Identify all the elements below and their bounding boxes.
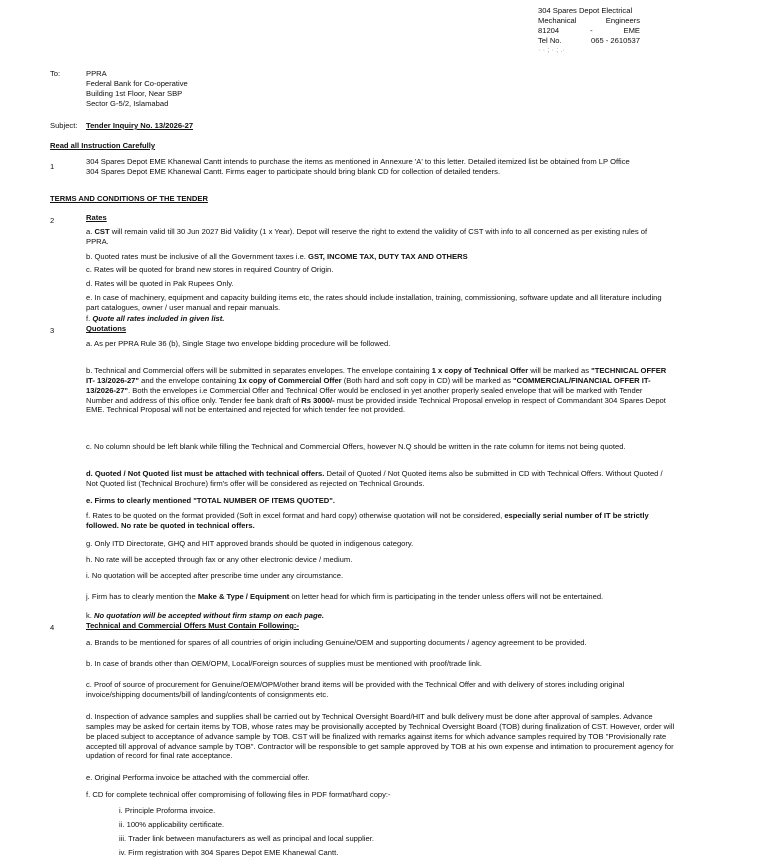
offers-subitem: ii. 100% applicability certificate. <box>119 820 225 829</box>
rates-item-c: c. Rates will be quoted for brand new stores in required Country of Origin. <box>86 265 334 274</box>
subject-text: Tender Inquiry No. 13/2026-27 <box>86 121 194 130</box>
quotations-item-f: f. Rates to be quoted on the format provided (Soft in excel format and hard copy) otherwise quotation will not be considered, especially serial number of IT be strictly followed. No rate be quoted in technical offers. <box>86 511 649 530</box>
quotations-item-c: c. No column should be left blank while filling the Technical and Commercial Offers, however N.Q should be written in the rate column for items not being quoted. <box>86 442 626 451</box>
section-number: 2 <box>50 216 55 225</box>
section-title-rates: Rates <box>86 213 107 222</box>
recipient-line: PPRA <box>86 69 107 78</box>
quotations-item-g: g. Only ITD Directorate, GHQ and HIT approved brands should be quoted in indigenous category. <box>86 539 414 548</box>
sender-date: · · ; · ; .· <box>538 45 565 55</box>
rates-item-a: a. CST will remain valid till 30 Jun 2027 Bid Validity (1 x Year). Depot will reserve the right to extend the validity of CST with info to all concerned as per existing rules of PPRA. <box>86 227 648 246</box>
recipient-line: Sector G-5/2, Islamabad <box>86 98 169 108</box>
quotations-item-j: j. Firm has to clearly mention the Make & Type / Equipment on letter head for which firm is participating in the tender unless offers will not be entertained. <box>86 592 604 601</box>
rates-item-d: d. Rates will be quoted in Pak Rupees Only. <box>86 279 234 288</box>
quotations-item-h: h. No rate will be accepted through fax or any other electronic device / medium. <box>86 555 353 564</box>
to-label: To: <box>50 69 61 78</box>
section-title-quotations: Quotations <box>86 324 127 333</box>
offers-item-f: f. CD for complete technical offer compromising of following files in PDF format/hard copy:- <box>86 790 391 799</box>
para1-line: 304 Spares Depot EME Khanewal Cantt intends to purchase the items as mentioned in Annexure 'A' to this letter. Detailed itemized list be obtained from LP Office <box>86 157 630 166</box>
sender-line: 304 Spares Depot Electrical <box>538 6 633 15</box>
section-number: 3 <box>50 326 55 335</box>
rates-item-f: f. Quote all rates included in given list. <box>86 314 225 323</box>
read-all-heading: Read all Instruction Carefully <box>50 141 156 150</box>
quotations-item-i: i. No quotation will be accepted after prescribe time under any circumstance. <box>86 571 344 580</box>
offers-item-b: b. In case of brands other than OEM/OPM, Local/Foreign sources of supplies must be mentioned with proof/trade link. <box>86 659 482 668</box>
offers-item-e: e. Original Performa invoice be attached with the commercial offer. <box>86 773 310 782</box>
recipient-line: Building 1st Floor, Near SBP <box>86 88 183 98</box>
recipient-address <box>86 69 188 108</box>
offers-item-a: a. Brands to be mentioned for spares of all countries of origin including Genuine/OEM and supporting documents / agency agreement to be provided. <box>86 638 587 647</box>
sender-line: Mechanical Engineers <box>538 15 640 25</box>
rates-item-e: e. In case of machinery, equipment and capacity building items etc, the rates should include installation, training, commissioning, software update and all literature including part catalogues, owner / user manual and repair manuals. <box>86 293 662 312</box>
offers-item-c: c. Proof of source of procurement for Genuine/OEM/OPM/other brand items will be provided with the Technical Offer and with delivery of stores including original invoice/shipping documents/bill of landing/contents of consignments etc. <box>86 680 625 699</box>
para1-text <box>86 157 630 177</box>
terms-heading: TERMS AND CONDITIONS OF THE TENDER <box>50 194 208 203</box>
offers-subitem: i. Principle Proforma invoice. <box>119 806 216 815</box>
offers-subitem: iii. Trader link between manufacturers as well as principal and local supplier. <box>119 834 374 843</box>
section-number: 4 <box>50 623 55 632</box>
sender-line: 81204 - EME <box>538 25 640 35</box>
offers-item-d: d. Inspection of advance samples and supplies shall be carried out by Technical Oversight Board/HIT and bulk delivery must be done after approval of samples. Advance samples may be asked for certain items by TOB, whose rates may be provisionally accepted by Technical Oversight Board (TOB) during finalization of CST. However, order will be placed subject to acceptance of advance sample by TOB. CST will be finalized with remarks against items for which advance samples required by TOB "Provisionally rate accepted till approval of advance sample by TOB". Contractor will be responsible to get sample approved by TOB at his own expense and intimation to procurement agency for updation of record for final rate acceptance. <box>86 712 675 761</box>
section-title-offers: Technical and Commercial Offers Must Contain Following:- <box>86 621 299 630</box>
quotations-item-e: e. Firms to clearly mentioned "TOTAL NUMBER OF ITEMS QUOTED". <box>86 496 335 505</box>
sender-phone: Tel No. 065 - 2610537 <box>538 35 640 45</box>
rates-item-b: b. Quoted rates must be inclusive of all the Government taxes i.e. GST, INCOME TAX, DUTY TAX AND OTHERS <box>86 252 468 261</box>
para-number: 1 <box>50 162 55 171</box>
quotations-item-a: a. As per PPRA Rule 36 (b), Single Stage two envelope bidding procedure will be followed. <box>86 339 391 348</box>
para1-line: 304 Spares Depot EME Khanewal Cantt. Firms eager to participate should bring blank CD for collection of detailed tenders. <box>86 166 501 176</box>
recipient-line: Federal Bank for Co-operative <box>86 78 188 88</box>
quotations-item-b: b. Technical and Commercial offers will be submitted in separates envelopes. The envelope containing 1 x copy of Technical Offer will be marked as "TECHNICAL OFFER IT- 13/2026-27" and the envelope containing 1x copy of Commercial Offer (Both hard and soft copy in CD) will be marked as "COMMERCIAL/FINANCIAL OFFER IT-13/2026-27". Both the envelopes i.e Commercial Offer and Technical Offer would be enclosed in yet another properly sealed envelope that will be marked with Tender Number and address of this office only. Tender fee bank draft of Rs 3000/- must be provided inside Technical Proposal envelop in respect of Commandant 304 Spares Depot EME. Technical Proposal will not be entertained and rejected for which tender fee not provided. <box>86 366 667 415</box>
offers-subitem: iv. Firm registration with 304 Spares Depot EME Khanewal Cantt. <box>119 848 339 857</box>
subject-label: Subject: <box>50 121 78 130</box>
sender-address <box>538 6 640 55</box>
quotations-item-d: d. Quoted / Not Quoted list must be attached with technical offers. Detail of Quoted / Not Quoted items also be submitted in CD with Technical Offers. Without Quoted / Not Quoted list (Technical Brochure) firm's offer will be considered as rejected on Technical Grounds. <box>86 469 663 488</box>
quotations-item-k: k. No quotation will be accepted without firm stamp on each page. <box>86 611 324 620</box>
